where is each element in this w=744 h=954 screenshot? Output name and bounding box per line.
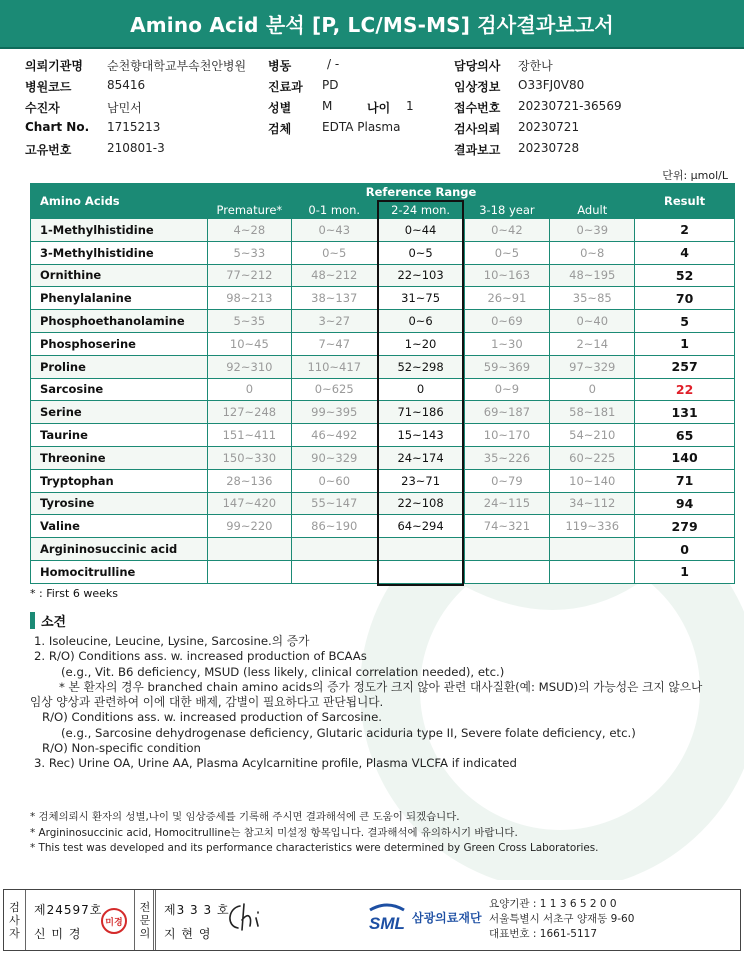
report-notes (30, 810, 598, 857)
tester-license-no: 제24597호 (34, 903, 103, 917)
ref-2-24-mon-cell: 15~143 (377, 424, 464, 447)
ref-0-1-mon-cell: 46~492 (291, 424, 377, 447)
ref-2-24-mon-cell (377, 538, 464, 561)
ref-0-1-mon-cell: 7~47 (291, 332, 377, 355)
age-value: 1 (406, 99, 414, 113)
ref-premature-cell: 10~45 (207, 332, 291, 355)
opinion-line: (e.g., Sarcosine dehydrogenase deficiency, Glutaric aciduria type II, Severe folate deficiency, etc.) (61, 725, 636, 740)
ref-3-18-year-cell: 74~321 (464, 515, 550, 538)
ward-value: / - (327, 57, 340, 71)
organization-logo (367, 902, 482, 932)
result-cell: 5 (635, 310, 735, 333)
organization-phone: 대표번호 : 1661-5117 (489, 928, 598, 940)
ref-3-18-year-cell: 0~9 (464, 378, 550, 401)
tester-vertical-label (4, 890, 26, 950)
report-date-value: 20230728 (518, 141, 580, 155)
result-cell: 0 (635, 538, 735, 561)
opinion-line: 1. Isoleucine, Leucine, Lysine, Sarcosine.의 증가 (34, 634, 310, 648)
premature-footnote: * : First 6 weeks (30, 587, 118, 600)
ref-3-18-year-cell: 59~369 (464, 355, 550, 378)
col-header-3-18-year: 3-18 year (464, 201, 550, 219)
ref-adult-cell: 2~14 (550, 332, 635, 355)
opinion-line: 2. R/O) Conditions ass. w. increased production of BCAAs (34, 649, 367, 664)
unique-label: 고유번호 (25, 143, 72, 157)
col-header-2-24-mon: 2-24 mon. (377, 201, 464, 219)
ref-0-1-mon-cell: 0~60 (291, 469, 377, 492)
specialist-signature-box (134, 890, 274, 950)
ref-2-24-mon-cell (377, 560, 464, 583)
ref-2-24-mon-cell: 22~103 (377, 264, 464, 287)
table-row (31, 219, 735, 242)
amino-acid-name-cell: Proline (31, 355, 208, 378)
ref-adult-cell: 0~8 (550, 241, 635, 264)
ref-premature-cell: 150~330 (207, 446, 291, 469)
table-row (31, 378, 735, 401)
report-title: Amino Acid 분석 [P, LC/MS-MS] 검사결과보고서 (130, 13, 614, 37)
ref-adult-cell: 60~225 (550, 446, 635, 469)
table-row (31, 424, 735, 447)
ref-premature-cell: 151~411 (207, 424, 291, 447)
organization-address: 서울특별시 서초구 양재동 9-60 (489, 913, 635, 925)
ref-adult-cell: 58~181 (550, 401, 635, 424)
result-cell: 52 (635, 264, 735, 287)
patient-value: 남민서 (107, 101, 142, 115)
result-cell: 140 (635, 446, 735, 469)
amino-acid-name-cell: Serine (31, 401, 208, 424)
ref-2-24-mon-cell: 64~294 (377, 515, 464, 538)
ref-premature-cell: 147~420 (207, 492, 291, 515)
ref-3-18-year-cell: 10~170 (464, 424, 550, 447)
hospital-value: 순천향대학교부속천안병원 (107, 59, 247, 73)
ref-0-1-mon-cell: 48~212 (291, 264, 377, 287)
opinion-line: * 본 환자의 경우 branched chain amino acids의 증가 정도가 크지 않아 관련 대사질환(예: MSUD)의 가능성은 크지 않으나 (59, 679, 703, 694)
ref-2-24-mon-cell: 0~44 (377, 219, 464, 242)
specialist-signature-icon (222, 900, 266, 934)
specialist-details (156, 890, 230, 950)
report-date-label: 결과보고 (454, 143, 501, 157)
ref-premature-cell: 127~248 (207, 401, 291, 424)
ref-premature-cell (207, 560, 291, 583)
result-cell: 131 (635, 401, 735, 424)
receipt-value: 20230721-36569 (518, 99, 622, 113)
amino-acid-name-cell: Taurine (31, 424, 208, 447)
amino-acid-name-cell: Argininosuccinic acid (31, 538, 208, 561)
ref-2-24-mon-cell: 23~71 (377, 469, 464, 492)
request-label: 검사의뢰 (454, 122, 501, 136)
table-row (31, 492, 735, 515)
result-cell: 1 (635, 560, 735, 583)
amino-acid-name-cell: Phosphoserine (31, 332, 208, 355)
opinion-heading (30, 611, 66, 630)
ref-adult-cell: 119~336 (550, 515, 635, 538)
header-divider (0, 47, 744, 49)
chart-label: Chart No. (25, 120, 90, 134)
specialist-label-char: 의 (139, 926, 151, 940)
ref-premature-cell: 5~35 (207, 310, 291, 333)
ref-2-24-mon-cell: 1~20 (377, 332, 464, 355)
ref-premature-cell: 92~310 (207, 355, 291, 378)
organization-code: 요양기관 : 1 1 3 6 5 2 0 0 (489, 898, 617, 910)
ref-2-24-mon-cell: 0 (377, 378, 464, 401)
unit-label: 단위: µmol/L (662, 169, 728, 182)
ref-2-24-mon-cell: 0~6 (377, 310, 464, 333)
note-line: * 검체의뢰시 환자의 성별,나이 및 임상증세를 기록해 주시면 결과해석에 큰 도움이 되겠습니다. (30, 811, 460, 823)
heading-marker (30, 612, 35, 629)
ref-adult-cell: 34~112 (550, 492, 635, 515)
result-cell: 4 (635, 241, 735, 264)
ref-adult-cell: 97~329 (550, 355, 635, 378)
amino-acid-name-cell: Ornithine (31, 264, 208, 287)
ref-0-1-mon-cell: 0~625 (291, 378, 377, 401)
ward-label: 병동 (268, 59, 292, 73)
ref-premature-cell: 4~28 (207, 219, 291, 242)
ref-0-1-mon-cell: 90~329 (291, 446, 377, 469)
ref-0-1-mon-cell (291, 560, 377, 583)
ref-3-18-year-cell (464, 538, 550, 561)
ref-adult-cell: 54~210 (550, 424, 635, 447)
tester-label-char: 자 (9, 926, 20, 940)
info-row-4 (25, 118, 735, 139)
ref-3-18-year-cell (464, 560, 550, 583)
organization-info (489, 897, 634, 942)
result-cell: 94 (635, 492, 735, 515)
doctor-label: 담당의사 (454, 59, 501, 73)
receipt-label: 접수번호 (454, 101, 501, 115)
doctor-value: 장한나 (518, 59, 553, 73)
dept-label: 진료과 (268, 80, 303, 94)
info-row-3 (25, 97, 735, 118)
col-header-result: Result (635, 184, 735, 219)
dept-value: PD (322, 78, 339, 92)
sex-label: 성별 (268, 101, 292, 115)
amino-acid-name-cell: Tryptophan (31, 469, 208, 492)
amino-acid-name-cell: Phosphoethanolamine (31, 310, 208, 333)
note-line: * Argininosuccinic acid, Homocitrulline는 참고치 미설정 항목입니다. 결과해석에 유의하시기 바랍니다. (30, 826, 518, 839)
clinical-value: O33FJ0V80 (518, 78, 585, 92)
ref-2-24-mon-cell: 31~75 (377, 287, 464, 310)
result-cell: 70 (635, 287, 735, 310)
ref-premature-cell: 77~212 (207, 264, 291, 287)
table-row (31, 264, 735, 287)
ref-3-18-year-cell: 24~115 (464, 492, 550, 515)
table-row (31, 355, 735, 378)
ref-adult-cell: 35~85 (550, 287, 635, 310)
opinion-line: (e.g., Vit. B6 deficiency, MSUD (less likely, clinical correlation needed), etc.) (61, 664, 505, 679)
amino-acid-name-cell: Sarcosine (31, 378, 208, 401)
ref-adult-cell: 10~140 (550, 469, 635, 492)
ref-adult-cell (550, 538, 635, 561)
table-row (31, 515, 735, 538)
ref-premature-cell: 99~220 (207, 515, 291, 538)
ref-2-24-mon-cell: 52~298 (377, 355, 464, 378)
tester-label-char: 검 (9, 900, 20, 914)
ref-3-18-year-cell: 0~42 (464, 219, 550, 242)
hospital-label: 의뢰기관명 (25, 59, 83, 73)
opinion-line: R/O) Conditions ass. w. increased production of Sarcosine. (42, 710, 382, 725)
ref-adult-cell (550, 560, 635, 583)
amino-acid-name-cell: 3-Methylhistidine (31, 241, 208, 264)
ref-0-1-mon-cell (291, 538, 377, 561)
ref-2-24-mon-cell: 22~108 (377, 492, 464, 515)
ref-adult-cell: 0~40 (550, 310, 635, 333)
ref-premature-cell: 98~213 (207, 287, 291, 310)
patient-info (25, 55, 735, 160)
ref-adult-cell: 0~39 (550, 219, 635, 242)
opinion-line: 3. Rec) Urine OA, Urine AA, Plasma Acylcarnitine profile, Plasma VLCFA if indicated (34, 756, 517, 771)
sml-logo-text: SML (369, 914, 405, 932)
ref-3-18-year-cell: 35~226 (464, 446, 550, 469)
ref-0-1-mon-cell: 110~417 (291, 355, 377, 378)
specimen-value: EDTA Plasma (322, 120, 401, 134)
amino-acid-name-cell: Homocitrulline (31, 560, 208, 583)
table-row (31, 560, 735, 583)
code-label: 병원코드 (25, 80, 72, 94)
ref-3-18-year-cell: 0~5 (464, 241, 550, 264)
ref-3-18-year-cell: 10~163 (464, 264, 550, 287)
tester-label-char: 사 (9, 913, 20, 927)
ref-3-18-year-cell: 0~79 (464, 469, 550, 492)
table-row (31, 241, 735, 264)
specimen-label: 검체 (268, 122, 292, 136)
clinical-label: 임상정보 (454, 80, 501, 94)
ref-3-18-year-cell: 69~187 (464, 401, 550, 424)
table-row (31, 332, 735, 355)
specialist-label-char: 전 (139, 900, 151, 914)
ref-0-1-mon-cell: 0~5 (291, 241, 377, 264)
col-header-adult: Adult (550, 201, 635, 219)
result-cell: 71 (635, 469, 735, 492)
report-header (0, 0, 744, 47)
ref-3-18-year-cell: 0~69 (464, 310, 550, 333)
table-row (31, 401, 735, 424)
table-row (31, 538, 735, 561)
ref-0-1-mon-cell: 38~137 (291, 287, 377, 310)
organization-name: 삼광의료재단 (412, 910, 482, 925)
opinion-text (30, 634, 714, 772)
chart-value: 1715213 (107, 120, 161, 134)
ref-0-1-mon-cell: 86~190 (291, 515, 377, 538)
tester-details (26, 890, 102, 950)
tester-seal-stamp: 미경 (101, 908, 127, 934)
ref-0-1-mon-cell: 3~27 (291, 310, 377, 333)
ref-adult-cell: 48~195 (550, 264, 635, 287)
opinion-line: 임상 양상과 관련하여 이에 대한 배제, 감별이 필요하다고 판단됩니다. (30, 695, 384, 710)
specialist-name: 지 현 영 (164, 927, 212, 941)
result-cell: 279 (635, 515, 735, 538)
sml-logo-icon (367, 902, 407, 932)
ref-adult-cell: 0 (550, 378, 635, 401)
result-cell: 2 (635, 219, 735, 242)
opinion-line: R/O) Non-specific condition (42, 741, 201, 756)
specialist-vertical-label (134, 890, 156, 950)
ref-3-18-year-cell: 1~30 (464, 332, 550, 355)
amino-acid-name-cell: Threonine (31, 446, 208, 469)
tester-signature-box (4, 890, 154, 950)
ref-0-1-mon-cell: 55~147 (291, 492, 377, 515)
ref-2-24-mon-cell: 24~174 (377, 446, 464, 469)
request-value: 20230721 (518, 120, 580, 134)
table-row (31, 469, 735, 492)
ref-premature-cell: 0 (207, 378, 291, 401)
code-value: 85416 (107, 78, 146, 92)
signature-footer (3, 889, 741, 951)
ref-premature-cell (207, 538, 291, 561)
col-header-premature: Premature* (207, 201, 291, 219)
table-row (31, 310, 735, 333)
amino-acid-name-cell: Valine (31, 515, 208, 538)
result-cell: 22 (635, 378, 735, 401)
ref-premature-cell: 5~33 (207, 241, 291, 264)
result-cell: 65 (635, 424, 735, 447)
result-cell: 1 (635, 332, 735, 355)
result-cell: 257 (635, 355, 735, 378)
tester-name: 신 미 경 (34, 927, 82, 941)
amino-acid-name-cell: 1-Methylhistidine (31, 219, 208, 242)
amino-acid-table (30, 183, 735, 584)
patient-label: 수진자 (25, 101, 60, 115)
ref-0-1-mon-cell: 0~43 (291, 219, 377, 242)
ref-premature-cell: 28~136 (207, 469, 291, 492)
col-header-reference-range: Reference Range (207, 184, 634, 201)
age-label: 나이 (367, 101, 391, 115)
info-row-5 (25, 139, 735, 160)
opinion-title: 소견 (41, 615, 67, 630)
specialist-label-char: 문 (139, 913, 151, 927)
amino-acid-name-cell: Tyrosine (31, 492, 208, 515)
specialist-license-no: 제3 3 3 호 (164, 903, 230, 917)
info-row-2 (25, 76, 735, 97)
ref-0-1-mon-cell: 99~395 (291, 401, 377, 424)
col-header-amino-acids: Amino Acids (31, 184, 208, 219)
unique-value: 210801-3 (107, 141, 165, 155)
col-header-0-1-mon: 0-1 mon. (291, 201, 377, 219)
ref-2-24-mon-cell: 0~5 (377, 241, 464, 264)
amino-acid-name-cell: Phenylalanine (31, 287, 208, 310)
ref-2-24-mon-cell: 71~186 (377, 401, 464, 424)
note-line: * This test was developed and its performance characteristics were determined by Green Cross Laboratories. (30, 842, 599, 854)
sex-value: M (322, 99, 333, 113)
table-row (31, 446, 735, 469)
ref-3-18-year-cell: 26~91 (464, 287, 550, 310)
info-row-1 (25, 55, 735, 76)
table-row (31, 287, 735, 310)
